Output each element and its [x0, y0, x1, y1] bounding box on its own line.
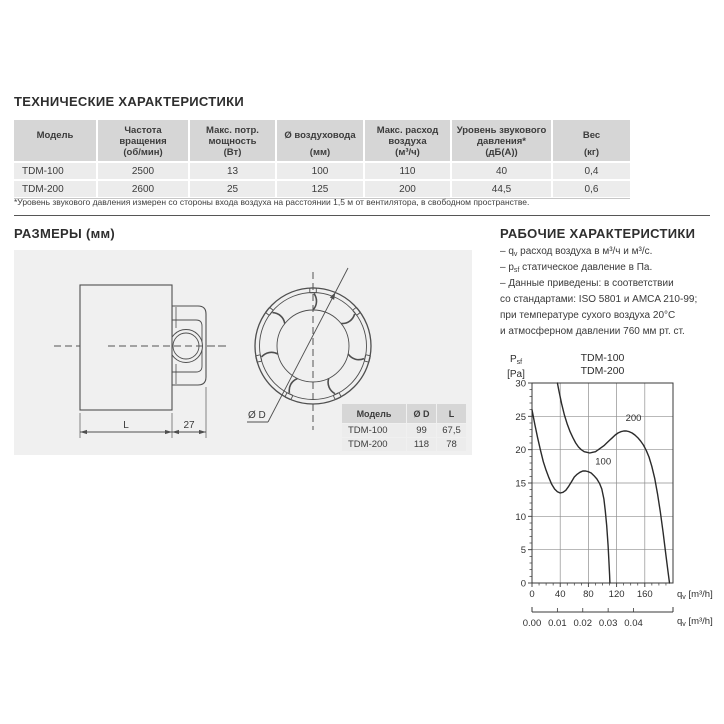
y-tick-label: 0: [520, 578, 526, 590]
y-tick-label: 20: [515, 445, 526, 457]
chart-title: [532, 352, 673, 378]
y-tick-label: 15: [515, 478, 526, 490]
x-tick-label: 80: [583, 589, 594, 600]
dim-header-cell: Ø D: [407, 404, 436, 423]
secondary-tick-label: 0.01: [548, 618, 567, 629]
y-tick-label: 30: [515, 378, 526, 390]
spec-cell: 40: [452, 163, 551, 179]
dim-cell: 99: [407, 424, 436, 437]
x-tick-label: 0: [529, 589, 535, 600]
curve-100: [532, 410, 610, 583]
spec-header-cell: Макс. потр. мощность (Вт): [190, 120, 275, 161]
arrowhead: [330, 292, 336, 300]
secondary-tick-label: 0.03: [598, 618, 618, 629]
dim-cell: 118: [407, 438, 436, 451]
spec-header-cell: Частота вращения (об/мин): [98, 120, 188, 161]
note-line: – $p_{sf}$ статическое давление в Па.: [500, 262, 653, 274]
spec-header-cell: Макс. расход воздуха (м³/ч): [365, 120, 450, 161]
sound-level-footnote: *Уровень звукового давления измерен со стороны входа воздуха на расстоянии 1,5 м от вентилятора, в свободном пространстве.: [14, 197, 530, 207]
spec-table: [14, 120, 630, 199]
tech-section-title: ТЕХНИЧЕСКИЕ ХАРАКТЕРИСТИКИ: [14, 94, 245, 109]
arrowhead: [80, 430, 87, 434]
curve-label-100: 100: [595, 456, 612, 468]
spec-cell: 0,6: [553, 181, 630, 197]
spec-header-cell: Уровень звукового давления* (дБ(А)): [452, 120, 551, 161]
spec-cell: 100: [277, 163, 363, 179]
spec-cell: 25: [190, 181, 275, 197]
spec-header-cell: Модель: [14, 120, 96, 161]
dim-header-cell: Модель: [342, 404, 406, 423]
note-line: – $q_v$ расход воздуха в м³/ч и м³/с.: [500, 246, 653, 258]
curve-label-200: 200: [625, 413, 642, 424]
spec-header-cell: Вес (кг): [553, 120, 630, 161]
dimension-table: [342, 404, 466, 451]
spec-cell: 44,5: [452, 181, 551, 197]
chart-title-line1: TDM-100: [580, 352, 625, 364]
spec-cell-model: TDM-100: [14, 163, 96, 179]
chart-x-axis-label-primary: $q_v$ [m³/h]: [677, 589, 713, 601]
spec-cell: 200: [365, 181, 450, 197]
dim-cell-model: TDM-100: [342, 424, 406, 437]
note-line: со стандартами: ISO 5801 и AMCA 210-99;: [500, 294, 698, 305]
y-tick-label: 5: [520, 545, 526, 557]
chart-y-axis-label: $P_{sf}$ [Pa]: [507, 354, 525, 380]
section-divider: [14, 215, 710, 216]
dim-cell: 78: [437, 438, 466, 451]
performance-chart: [495, 350, 724, 640]
arrowhead: [172, 430, 179, 434]
dim-cell: 67,5: [437, 424, 466, 437]
spec-header-cell: Ø воздуховода (мм): [277, 120, 363, 161]
spec-cell: 125: [277, 181, 363, 197]
arrowhead: [165, 430, 172, 434]
arrowhead: [199, 430, 206, 434]
x-tick-label: 120: [608, 589, 625, 600]
dim-cell-model: TDM-200: [342, 438, 406, 451]
y-tick-label: 10: [515, 511, 526, 523]
note-line: – Данные приведены: в соответствии: [500, 278, 674, 289]
y-tick-label: 25: [515, 411, 526, 423]
performance-notes: [500, 245, 718, 341]
dimensions-section-title: РАЗМЕРЫ (мм): [14, 226, 116, 241]
spec-cell-model: TDM-200: [14, 181, 96, 197]
secondary-tick-label: 0.00: [522, 618, 542, 629]
spec-cell: 13: [190, 163, 275, 179]
note-line: и атмосферном давлении 760 мм рт. ст.: [500, 326, 685, 337]
length-dim-label: L: [123, 420, 129, 431]
chart-x-axis-label-secondary: $q_v$ [m³/h]: [677, 616, 713, 628]
diameter-label: Ø D: [248, 410, 266, 421]
dim-header-cell: L: [437, 404, 466, 423]
spec-cell: 2600: [98, 181, 188, 197]
secondary-tick-label: 0.04: [624, 618, 643, 629]
x-tick-label: 40: [554, 589, 566, 600]
spec-cell: 110: [365, 163, 450, 179]
depth-dim-label: 27: [183, 420, 195, 431]
chart-title-line2: TDM-200: [580, 365, 625, 377]
spec-cell: 2500: [98, 163, 188, 179]
spec-cell: 0,4: [553, 163, 630, 179]
secondary-tick-label: 0.02: [573, 618, 593, 629]
performance-section-title: РАБОЧИЕ ХАРАКТЕРИСТИКИ: [500, 226, 696, 241]
note-line: при температуре сухого воздуха 20°C: [500, 310, 676, 321]
fan-body: [80, 285, 172, 410]
x-tick-label: 160: [636, 589, 653, 600]
